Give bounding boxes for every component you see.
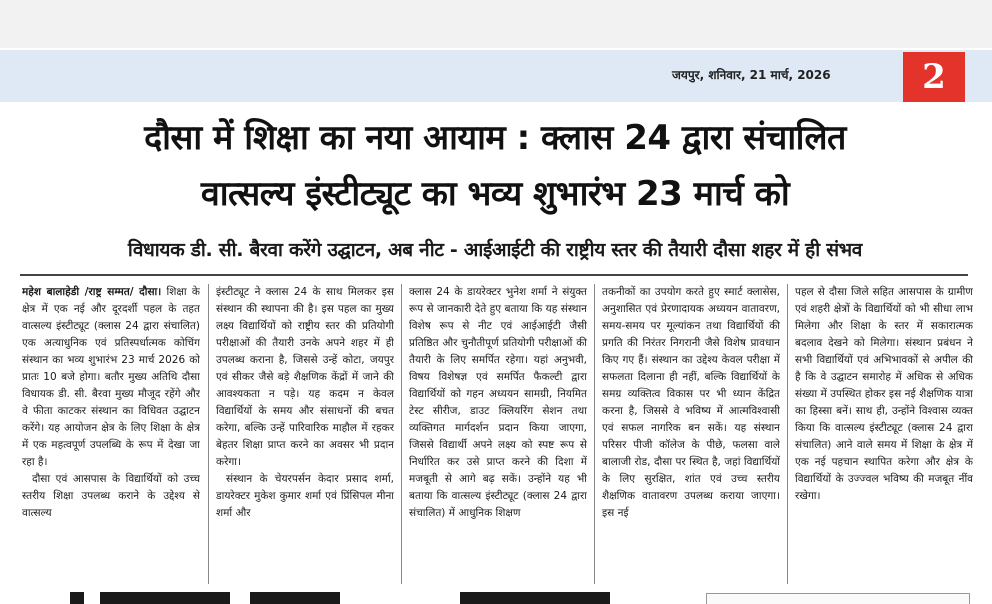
column-1-paragraph-2: दौसा एवं आसपास के विद्यार्थियों को उच्च स्तरीय शिक्षा उपलब्ध कराने के उद्देश्य से वात्सल्य (22, 473, 200, 519)
headline-divider (20, 274, 968, 276)
page-top-margin (0, 0, 992, 48)
cropped-text-fragment (460, 592, 610, 604)
column-1-text-1: शिक्षा के क्षेत्र में एक नई और दूरदर्शी पहल के तहत वात्सल्य इंस्टीट्यूट (क्लास 24 द्वारा संचालित) एक अत्याधुनिक एवं प्रतिस्पर्धात्मक कोचिंग संस्थान का भव्य शुभारंभ 23 मार्च 2026 को प्रातः 10 बजे होगा। बतौर मुख्य अतिथि दौसा विधायक डी. सी. बैरवा मुख्य मौजूद रहेंगे और वे फीता काटकर संस्थान का विधिवत उद्घाटन करेंगे। यह आयोजन क्षेत्र के लिए शिक्षा के क्षेत्र में एक महत्वपूर्ण उपलब्धि के रूप में देखा जा रहा है। (22, 286, 200, 468)
article-subheadline: विधायक डी. सी. बैरवा करेंगे उद्घाटन, अब नीट - आईआईटी की राष्ट्रीय स्तर की तैयारी दौसा शहर में ही संभव (127, 239, 863, 261)
column-2-paragraph-2: संस्थान के चेयरपर्सन केदार प्रसाद शर्मा, डायरेक्टर मुकेश कुमार शर्मा एवं प्रिंसिपल मीना शर्मा और (216, 473, 394, 519)
column-4-paragraph-1: तकनीकों का उपयोग करते हुए स्मार्ट क्लासेस, अनुशासित एवं प्रेरणादायक अध्ययन वातावरण, समय-समय पर मूल्यांकन तथा विद्यार्थियों की प्रगति की निरंतर निगरानी जैसे विशेष प्रावधान किए गए हैं। संस्थान का उद्देश्य केवल परीक्षा में सफलता दिलाना ही नहीं, बल्कि विद्यार्थियों के समग्र व्यक्तित्व विकास पर भी ध्यान केंद्रित करना है, जिससे वे भविष्य में आत्मविश्वासी एवं सफल नागरिक बन सकें। यह संस्थान परिसर पीजी कॉलेज के पीछे, फलसा वाले बालाजी रोड, दौसा पर स्थित है, जहां विद्यार्थियों के लिए सुरक्षित, शांत एवं उच्च स्तरीय शैक्षणिक वातावरण उपलब्ध कराया जाएगा। इस नई (602, 286, 780, 519)
column-5-paragraph-1: पहल से दौसा जिले सहित आसपास के ग्रामीण एवं शहरी क्षेत्रों के विद्यार्थियों को भी सीधा लाभ मिलेगा और शिक्षा के स्तर में सकारात्मक बदलाव देखने को मिलेगा। संस्थान प्रबंधन ने सभी विद्यार्थियों एवं अभिभावकों से अपील की है कि वे उद्घाटन समारोह में अधिक से अधिक संख्या में उपस्थित होकर इस नई शैक्षणिक यात्रा का हिस्सा बनें। साथ ही, उन्होंने विश्वास व्यक्त किया कि वात्सल्य इंस्टीट्यूट (क्लास 24 द्वारा संचालित) आने वाले समय में शिक्षा के क्षेत्र में एक नई पहचान स्थापित करेगा और क्षेत्र के विद्यार्थियों के उज्ज्वल भविष्य की मजबूत नींव रखेगा। (795, 286, 973, 502)
page-number-badge: 2 (903, 52, 965, 102)
article-headline (12, 110, 978, 222)
column-separator (787, 284, 788, 584)
article-column-2 (216, 284, 394, 586)
headline-line-2: वात्सल्य इंस्टीट्यूट का भव्य शुभारंभ 23 मार्च को (200, 174, 790, 214)
column-3-paragraph-1: क्लास 24 के डायरेक्टर भुनेश शर्मा ने संयुक्त रूप से जानकारी देते हुए बताया कि यह संस्थान विशेष रूप से नीट एवं आईआईटी जैसी प्रतिष्ठित और चुनौतीपूर्ण प्रतियोगी परीक्षाओं की तैयारी के लिए समर्पित रहेगा। यहां अनुभवी, विषय विशेषज्ञ एवं समर्पित फैकल्टी द्वारा विद्यार्थियों को गहन अध्ययन सामग्री, नियमित टेस्ट सीरीज, डाउट क्लियरिंग सेशन तथा व्यक्तिगत मार्गदर्शन प्रदान किया जाएगा, जिससे विद्यार्थी अपने लक्ष्य को स्पष्ट रूप से निर्धारित कर उसे प्राप्त करने की दिशा में मजबूती से आगे बढ़ सकें। उन्होंने यह भी बताया कि वात्सल्य इंस्टीट्यूट (क्लास 24 द्वारा संचालित) में आधुनिक शिक्षण (409, 286, 587, 519)
column-separator (594, 284, 595, 584)
article-column-5 (795, 284, 973, 586)
article-column-4 (602, 284, 780, 586)
cropped-text-fragment (250, 592, 340, 604)
column-separator (401, 284, 402, 584)
column-2-paragraph-1: इंस्टीट्यूट ने क्लास 24 के साथ मिलकर इस संस्थान की स्थापना की है। इस पहल का मुख्य लक्ष्य विद्यार्थियों को राष्ट्रीय स्तर की प्रतियोगी परीक्षाओं की तैयारी उनके अपने शहर में ही उपलब्ध कराना है, जिससे उन्हें कोटा, जयपुर एवं सीकर जैसे बड़े शैक्षणिक केंद्रों में जाने की आवश्यकता न पड़े। यह कदम न केवल विद्यार्थियों के समय और संसाधनों की बचत करेगा, बल्कि उन्हें पारिवारिक माहौल में रहकर बेहतर शिक्षा प्राप्त करने का अवसर भी प्रदान करेगा। (216, 286, 394, 468)
cropped-text-fragment (100, 592, 230, 604)
byline: महेश बालाहेडी /राष्ट्र सम्मत/ दौसा। (22, 286, 162, 298)
column-separator (208, 284, 209, 584)
dateline: जयपुर, शनिवार, 21 मार्च, 2026 (672, 68, 831, 82)
cropped-box (706, 593, 970, 604)
column-1-paragraph-1 (22, 284, 200, 471)
article-column-1 (22, 284, 200, 586)
headline-line-1: दौसा में शिक्षा का नया आयाम : क्लास 24 द्वारा संचालित (144, 118, 846, 158)
next-headline-cropped (0, 590, 992, 604)
article-column-3 (409, 284, 587, 586)
cropped-text-fragment (70, 592, 84, 604)
